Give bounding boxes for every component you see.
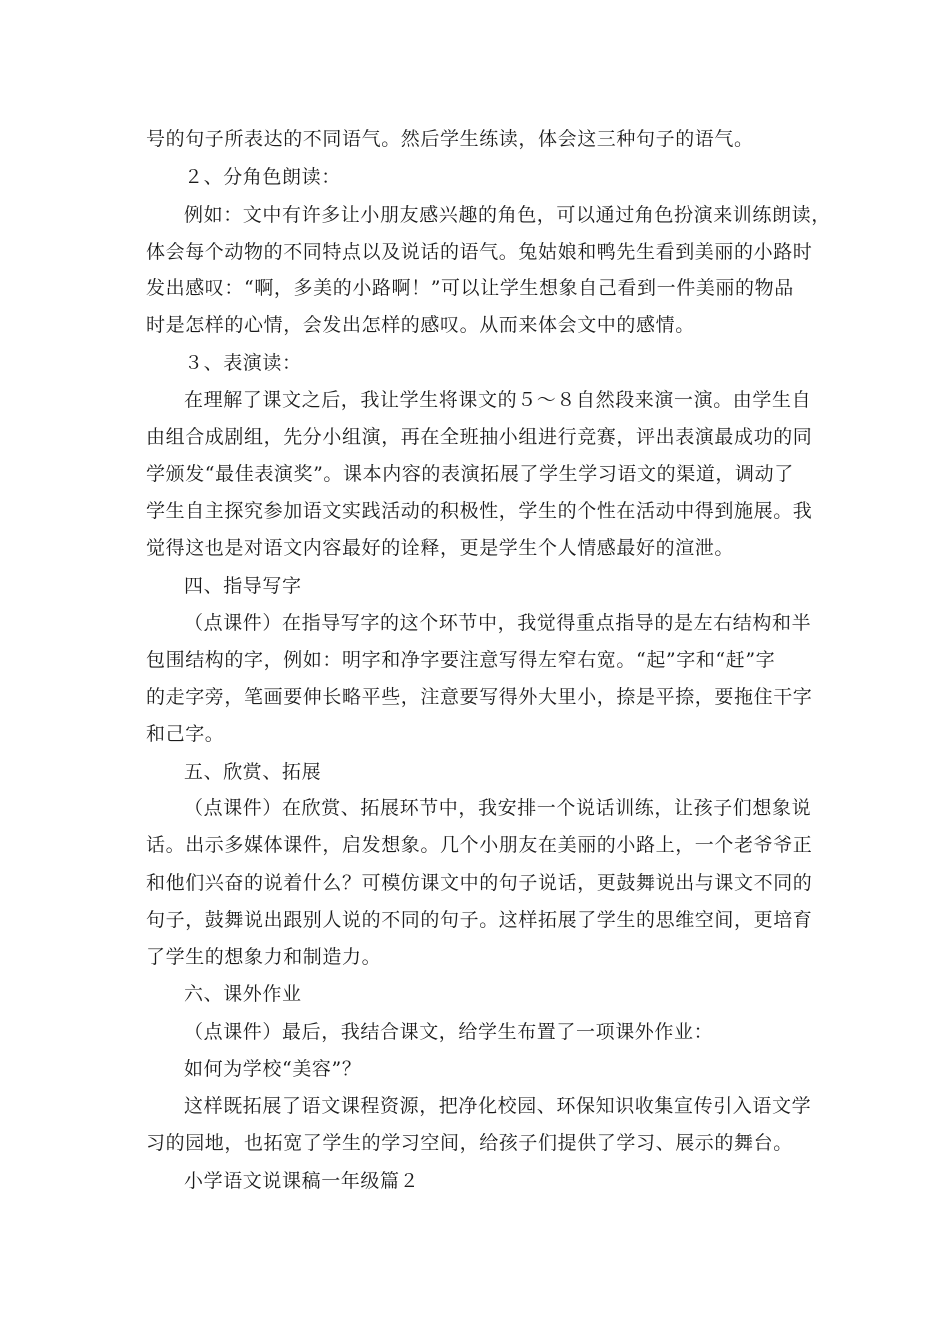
text-line: （点课件）最后，我结合课文，给学生布置了一项课外作业： — [184, 1021, 714, 1043]
text-line: （点课件）在指导写字的这个环节中，我觉得重点指导的是左右结构和半 — [184, 612, 812, 634]
text-line: 和他们兴奋的说着什么？可模仿课文中的句子说话，更鼓舞说出与课文不同的 — [146, 872, 813, 894]
text-line: 了学生的想象力和制造力。 — [146, 946, 382, 968]
text-line: 由组合成剧组，先分小组演，再在全班抽小组进行竞赛，评出表演最成功的同 — [146, 426, 813, 448]
section-heading: 四、指导写字 — [184, 575, 302, 597]
text-line: 习的园地，也拓宽了学生的学习空间，给孩子们提供了学习、展示的舞台。 — [146, 1132, 793, 1154]
text-line: 的走字旁，笔画要伸长略平些，注意要写得外大里小，捺是平捺，要拖住干字 — [146, 686, 813, 708]
section-heading: ３、表演读： — [184, 352, 302, 374]
section-heading: 六、课外作业 — [184, 983, 302, 1005]
text-line: 例如：文中有许多让小朋友感兴趣的角色，可以通过角色扮演来训练朗读， — [184, 204, 831, 226]
text-line: 学颁发“最佳表演奖”。课本内容的表演拓展了学生学习语文的渠道，调动了 — [146, 463, 794, 485]
text-line: 如何为学校“美容”？ — [184, 1058, 362, 1080]
text-line: 觉得这也是对语文内容最好的诠释，更是学生个人情感最好的渲泄。 — [146, 537, 735, 559]
text-line: 句子，鼓舞说出跟别人说的不同的句子。这样拓展了学生的思维空间，更培育 — [146, 909, 813, 931]
text-line: 号的句子所表达的不同语气。然后学生练读，体会这三种句子的语气。 — [146, 128, 754, 150]
text-line: 体会每个动物的不同特点以及说话的语气。兔姑娘和鸭先生看到美丽的小路时 — [146, 241, 813, 263]
section-heading: 五、欣赏、拓展 — [184, 761, 322, 783]
text-line: 在理解了课文之后，我让学生将课文的５～８自然段来演一演。由学生自 — [184, 389, 812, 411]
section-heading: ２、分角色朗读： — [184, 166, 341, 188]
text-line: 话。出示多媒体课件，启发想象。几个小朋友在美丽的小路上，一个老爷爷正 — [146, 834, 813, 856]
section-heading: 小学语文说课稿一年级篇２ — [184, 1170, 420, 1192]
text-line: 学生自主探究参加语文实践活动的积极性，学生的个性在活动中得到施展。我 — [146, 500, 813, 522]
text-line: 包围结构的字，例如：明字和净字要注意写得左窄右宽。“起”字和“赶”字 — [146, 649, 776, 671]
text-line: 和己字。 — [146, 723, 225, 745]
text-line: （点课件）在欣赏、拓展环节中，我安排一个说话训练，让孩子们想象说 — [184, 797, 812, 819]
text-line: 发出感叹：“啊，多美的小路啊！”可以让学生想象自己看到一件美丽的物品 — [146, 277, 794, 299]
text-line: 时是怎样的心情，会发出怎样的感叹。从而来体会文中的感情。 — [146, 314, 695, 336]
text-line: 这样既拓展了语文课程资源，把净化校园、环保知识收集宣传引入语文学 — [184, 1095, 812, 1117]
